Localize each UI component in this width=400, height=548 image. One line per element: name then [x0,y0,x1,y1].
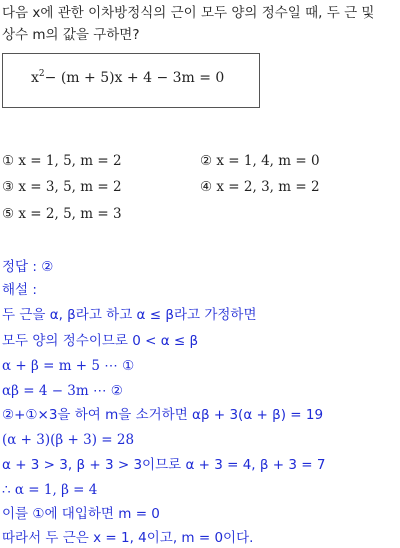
explanation-line-3: α + β = m + 5 ⋯ ① [2,358,135,374]
explanation-label: 해설 : [2,282,37,298]
choice-4[interactable]: ④ x = 2, 3, m = 2 [200,179,320,195]
explanation-line-2: 모두 양의 정수이므로 0 < α ≤ β [2,333,199,349]
answer-label: 정답 : ② [2,259,54,275]
explanation-line-9: 이를 ①에 대입하면 m = 0 [2,506,160,522]
explanation-line-1: 두 근을 α, β라고 하고 α ≤ β라고 가정하면 [2,307,257,323]
question-line-2: 상수 m의 값을 구하면? [2,27,140,43]
explanation-line-10: 따라서 두 근은 x = 1, 4이고, m = 0이다. [2,530,254,546]
explanation-line-4: αβ = 4 − 3m ⋯ ② [2,383,123,399]
choice-5[interactable]: ⑤ x = 2, 5, m = 3 [2,206,122,222]
question-line-1: 다음 x에 관한 이차방정식의 근이 모두 양의 정수일 때, 두 근 및 [2,5,375,21]
explanation-line-8: ∴ α = 1, β = 4 [2,482,98,498]
explanation-line-6: (α + 3)(β + 3) = 28 [2,432,135,448]
equation-box [2,53,260,108]
explanation-line-7: α + 3 > 3, β + 3 > 3이므로 α + 3 = 4, β + 3 = 7 [2,457,326,473]
explanation-line-5: ②+①×3을 하여 m을 소거하면 αβ + 3(α + β) = 19 [2,407,324,423]
choice-2[interactable]: ② x = 1, 4, m = 0 [200,153,320,169]
choice-1[interactable]: ① x = 1, 5, m = 2 [2,153,122,169]
equation: $x^2- (m + 5)x + 4 - 3m = 0$ [31,69,225,86]
choice-3[interactable]: ③ x = 3, 5, m = 2 [2,179,122,195]
